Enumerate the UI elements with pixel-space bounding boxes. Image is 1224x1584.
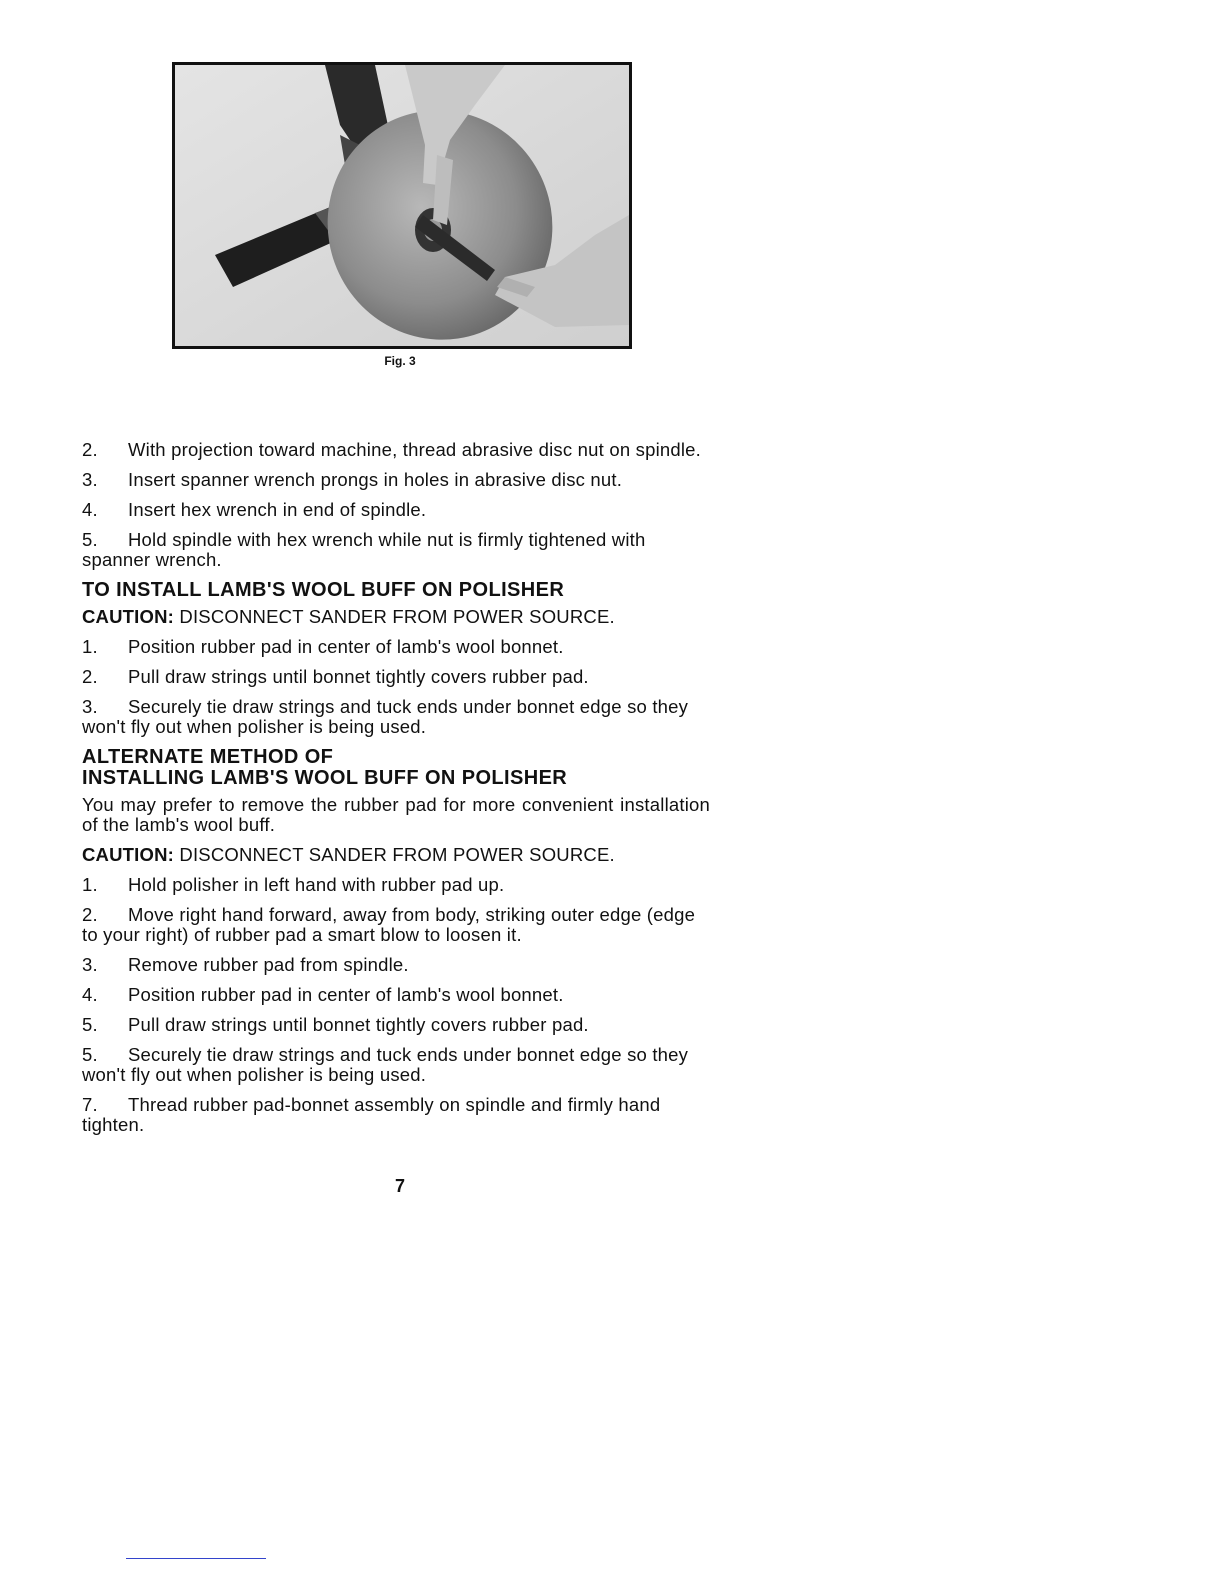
caution-label: CAUTION: bbox=[82, 606, 175, 627]
caution-text: DISCONNECT SANDER FROM POWER SOURCE. bbox=[179, 606, 615, 627]
caution-line bbox=[82, 845, 710, 865]
section-heading: TO INSTALL LAMB'S WOOL BUFF ON POLISHER bbox=[82, 579, 565, 601]
caution-label: CAUTION: bbox=[82, 844, 175, 865]
step-number: 5. bbox=[82, 1044, 98, 1065]
step-item bbox=[82, 1095, 710, 1135]
step-text: Securely tie draw strings and tuck ends under bonnet edge so they won't fly out when polisher is being used. bbox=[82, 1044, 689, 1085]
step-text: With projection toward machine, thread abrasive disc nut on spindle. bbox=[128, 439, 702, 460]
intro-paragraph: You may prefer to remove the rubber pad for more convenient installation of the lamb's wool buff. bbox=[82, 794, 710, 835]
step-item bbox=[82, 470, 710, 490]
step-number: 3. bbox=[82, 696, 98, 717]
step-number: 5. bbox=[82, 529, 98, 550]
step-text: Thread rubber pad-bonnet assembly on spindle and firmly hand tighten. bbox=[82, 1094, 661, 1135]
figure-caption: Fig. 3 bbox=[384, 354, 416, 368]
step-item bbox=[82, 1015, 710, 1035]
heading-line: ALTERNATE METHOD OF bbox=[82, 746, 334, 768]
caution-text: DISCONNECT SANDER FROM POWER SOURCE. bbox=[179, 844, 615, 865]
step-item bbox=[82, 697, 710, 737]
step-item bbox=[82, 985, 710, 1005]
step-text: Pull draw strings until bonnet tightly covers rubber pad. bbox=[128, 666, 589, 687]
polisher-photo-illustration bbox=[175, 65, 629, 346]
step-text: Securely tie draw strings and tuck ends under bonnet edge so they won't fly out when polisher is being used. bbox=[82, 696, 689, 737]
step-item bbox=[82, 530, 710, 570]
heading-line: INSTALLING LAMB'S WOOL BUFF ON POLISHER bbox=[82, 767, 568, 789]
step-text: Position rubber pad in center of lamb's wool bonnet. bbox=[128, 636, 564, 657]
instructions-body bbox=[82, 440, 710, 1145]
step-text: Position rubber pad in center of lamb's wool bonnet. bbox=[128, 984, 564, 1005]
step-number: 2. bbox=[82, 666, 98, 687]
step-text: Remove rubber pad from spindle. bbox=[128, 954, 409, 975]
step-text: Insert spanner wrench prongs in holes in abrasive disc nut. bbox=[128, 469, 623, 490]
step-text: Hold spindle with hex wrench while nut is firmly tightened with spanner wrench. bbox=[82, 529, 646, 570]
step-number: 1. bbox=[82, 874, 98, 895]
step-item bbox=[82, 667, 710, 687]
step-number: 4. bbox=[82, 984, 98, 1005]
step-number: 4. bbox=[82, 499, 98, 520]
step-item bbox=[82, 1045, 710, 1085]
step-item bbox=[82, 905, 710, 945]
step-number: 5. bbox=[82, 1014, 98, 1035]
step-number: 3. bbox=[82, 469, 98, 490]
step-number: 2. bbox=[82, 439, 98, 460]
step-item bbox=[82, 637, 710, 657]
step-text: Pull draw strings until bonnet tightly covers rubber pad. bbox=[128, 1014, 589, 1035]
step-item bbox=[82, 440, 710, 460]
step-number: 3. bbox=[82, 954, 98, 975]
step-number: 1. bbox=[82, 636, 98, 657]
figure-3-photo bbox=[172, 62, 632, 349]
caution-line bbox=[82, 607, 710, 627]
page-number: 7 bbox=[394, 1176, 405, 1196]
step-item bbox=[82, 500, 710, 520]
step-text: Move right hand forward, away from body, striking outer edge (edge to your right) of rubber pad a smart blow to loosen it. bbox=[82, 904, 696, 945]
section-heading-alternate bbox=[82, 747, 710, 789]
step-text: Hold polisher in left hand with rubber pad up. bbox=[128, 874, 505, 895]
step-number: 7. bbox=[82, 1094, 98, 1115]
step-number: 2. bbox=[82, 904, 98, 925]
step-text: Insert hex wrench in end of spindle. bbox=[128, 499, 427, 520]
footer-divider bbox=[126, 1558, 266, 1559]
step-item bbox=[82, 955, 710, 975]
step-item bbox=[82, 875, 710, 895]
